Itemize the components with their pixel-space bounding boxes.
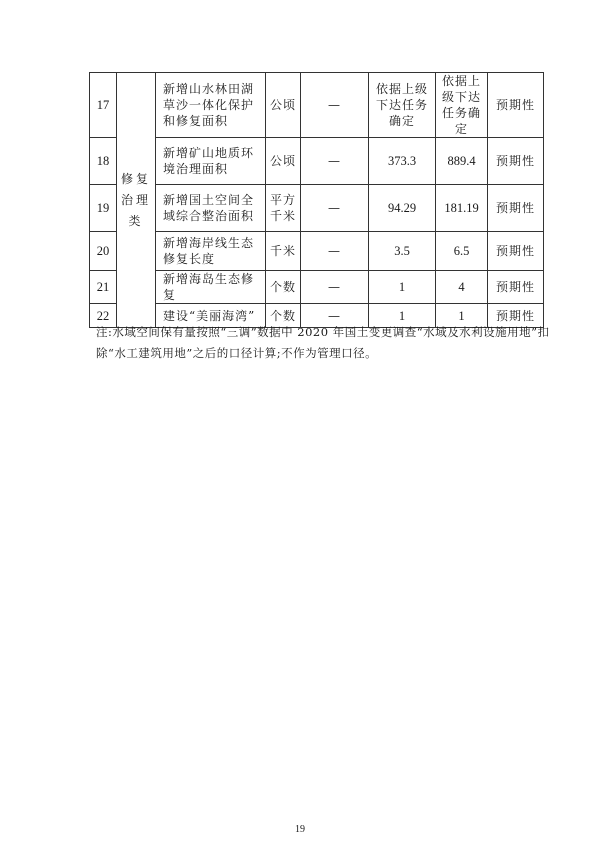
- base-value: —: [301, 271, 369, 304]
- base-value: —: [301, 185, 369, 232]
- row-number: 19: [90, 185, 117, 232]
- attribute: 预期性: [488, 185, 544, 232]
- target-value-1: 1: [369, 271, 436, 304]
- page-number: 19: [295, 824, 305, 835]
- item-name: 新增海岸线生态修复长度: [156, 232, 266, 271]
- table-row: [90, 138, 544, 185]
- row-number: 21: [90, 271, 117, 304]
- row-number: 18: [90, 138, 117, 185]
- base-value: —: [301, 138, 369, 185]
- target-value-1: 1: [369, 304, 436, 328]
- target-value-2: 181.19: [436, 185, 488, 232]
- unit: 平方千米: [266, 185, 301, 232]
- row-number: 17: [90, 73, 117, 138]
- table-row: [90, 185, 544, 232]
- target-value-2: 4: [436, 271, 488, 304]
- base-value: —: [301, 73, 369, 138]
- unit: 公顷: [266, 73, 301, 138]
- target-value-2: 依据上级下达任务确定: [436, 73, 488, 138]
- attribute: 预期性: [488, 304, 544, 328]
- base-value: —: [301, 304, 369, 328]
- unit: 个数: [266, 304, 301, 328]
- table-row: [90, 232, 544, 271]
- item-name: 新增国土空间全域综合整治面积: [156, 185, 266, 232]
- target-value-2: 889.4: [436, 138, 488, 185]
- category-cell: [117, 73, 156, 328]
- table-row: [90, 271, 544, 304]
- row-number: 20: [90, 232, 117, 271]
- item-name: 新增山水林田湖草沙一体化保护和修复面积: [156, 73, 266, 138]
- table-row: [90, 73, 544, 138]
- attribute: 预期性: [488, 232, 544, 271]
- attribute: 预期性: [488, 138, 544, 185]
- row-number: 22: [90, 304, 117, 328]
- target-value-1: 94.29: [369, 185, 436, 232]
- target-value-1: 依据上级下达任务确定: [369, 73, 436, 138]
- unit: 千米: [266, 232, 301, 271]
- target-value-2: 6.5: [436, 232, 488, 271]
- unit: 个数: [266, 271, 301, 304]
- category-label: 修复治理类: [121, 171, 152, 228]
- target-value-1: 3.5: [369, 232, 436, 271]
- target-value-1: 373.3: [369, 138, 436, 185]
- base-value: —: [301, 232, 369, 271]
- item-name: 建设“美丽海湾”: [156, 304, 266, 328]
- attribute: 预期性: [488, 271, 544, 304]
- target-value-2: 1: [436, 304, 488, 328]
- indicator-table: [89, 72, 544, 328]
- attribute: 预期性: [488, 73, 544, 138]
- unit: 公顷: [266, 138, 301, 185]
- item-name: 新增海岛生态修复: [156, 271, 266, 304]
- table-footnote: 注:水域空间保有量按照“三调”数据中 2020 年国土变更调查“水域及水利设施用地”扣除“水工建筑用地”之后的口径计算;不作为管理口径。: [96, 325, 550, 360]
- item-name: 新增矿山地质环境治理面积: [156, 138, 266, 185]
